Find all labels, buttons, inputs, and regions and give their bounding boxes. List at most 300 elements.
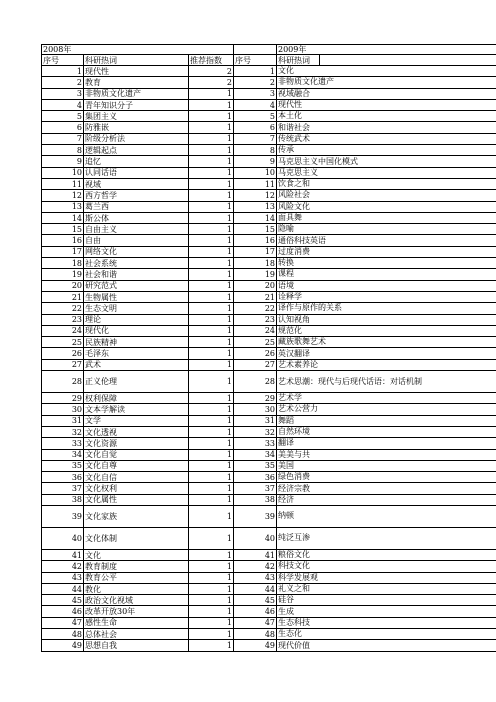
left-score: 1 bbox=[189, 190, 234, 201]
table-row bbox=[42, 111, 496, 122]
right-term: 传统武术 bbox=[277, 133, 496, 144]
left-index: 44 bbox=[42, 583, 84, 594]
table-row bbox=[42, 426, 496, 437]
left-score: 1 bbox=[189, 348, 234, 359]
left-score: 1 bbox=[189, 449, 234, 460]
right-term: 规范化 bbox=[277, 325, 496, 336]
left-index: 13 bbox=[42, 201, 84, 212]
left-score: 1 bbox=[189, 371, 234, 393]
left-score: 1 bbox=[189, 111, 234, 122]
left-index: 6 bbox=[42, 122, 84, 133]
table-row bbox=[42, 178, 496, 189]
left-score: 1 bbox=[189, 438, 234, 449]
left-term: 追忆 bbox=[84, 156, 189, 167]
left-score: 1 bbox=[189, 359, 234, 370]
left-score: 1 bbox=[189, 549, 234, 560]
right-term: 艺术学 bbox=[277, 393, 496, 404]
left-term: 集团主义 bbox=[84, 111, 189, 122]
table-row bbox=[42, 483, 496, 494]
right-index: 22 bbox=[234, 303, 277, 314]
right-index: 31 bbox=[234, 415, 277, 426]
table-row bbox=[42, 494, 496, 505]
left-index: 14 bbox=[42, 212, 84, 223]
left-index: 49 bbox=[42, 640, 84, 651]
left-term: 文化自觉 bbox=[84, 449, 189, 460]
left-index: 25 bbox=[42, 337, 84, 348]
left-score: 1 bbox=[189, 122, 234, 133]
right-index: 30 bbox=[234, 404, 277, 415]
right-index: 17 bbox=[234, 246, 277, 257]
left-term: 毛泽东 bbox=[84, 348, 189, 359]
left-term: 文化家族 bbox=[84, 505, 189, 527]
right-term: 过度消费 bbox=[277, 246, 496, 257]
left-index: 35 bbox=[42, 460, 84, 471]
right-term: 风险文化 bbox=[277, 201, 496, 212]
right-index: 33 bbox=[234, 438, 277, 449]
right-term: 纳顿 bbox=[277, 505, 496, 527]
right-term: 非物质文化遗产 bbox=[277, 77, 496, 88]
right-header-term: 科研热词 bbox=[277, 55, 320, 66]
left-score: 1 bbox=[189, 393, 234, 404]
right-index: 38 bbox=[234, 494, 277, 505]
left-term: 社会和谐 bbox=[84, 269, 189, 280]
right-index: 19 bbox=[234, 269, 277, 280]
right-term: 现代性 bbox=[277, 99, 496, 110]
left-index: 30 bbox=[42, 404, 84, 415]
left-term: 改革开放30年 bbox=[84, 606, 189, 617]
left-term: 研究范式 bbox=[84, 280, 189, 291]
left-score: 1 bbox=[189, 178, 234, 189]
table-row bbox=[42, 583, 496, 594]
right-index: 18 bbox=[234, 258, 277, 269]
right-term: 文化 bbox=[277, 66, 496, 77]
table-row bbox=[42, 505, 496, 527]
left-term: 阶级分析法 bbox=[84, 133, 189, 144]
left-score: 1 bbox=[189, 291, 234, 302]
right-header-index: 序号 bbox=[234, 55, 277, 66]
right-index: 37 bbox=[234, 483, 277, 494]
right-term: 翻译 bbox=[277, 438, 496, 449]
left-term: 思想自我 bbox=[84, 640, 189, 651]
left-score: 1 bbox=[189, 494, 234, 505]
left-term: 教化 bbox=[84, 583, 189, 594]
left-term: 文学 bbox=[84, 415, 189, 426]
table-row bbox=[42, 606, 496, 617]
left-term: 生态文明 bbox=[84, 303, 189, 314]
year-row bbox=[42, 45, 496, 55]
right-term: 马克思主义 bbox=[277, 167, 496, 178]
table-row bbox=[42, 572, 496, 583]
right-term: 纯泛互渗 bbox=[277, 527, 496, 549]
left-term: 文化透视 bbox=[84, 426, 189, 437]
table-row bbox=[42, 258, 496, 269]
table-row bbox=[42, 359, 496, 370]
right-index: 23 bbox=[234, 314, 277, 325]
right-index: 28 bbox=[234, 371, 277, 393]
table-row bbox=[42, 99, 496, 110]
right-term: 艺术思潮：现代与后现代话语：对话机制 bbox=[277, 371, 496, 393]
left-score: 1 bbox=[189, 415, 234, 426]
left-term: 视域 bbox=[84, 178, 189, 189]
table-row bbox=[42, 122, 496, 133]
left-score: 1 bbox=[189, 325, 234, 336]
left-term: 感性生命 bbox=[84, 617, 189, 628]
left-term: 文化自信 bbox=[84, 472, 189, 483]
right-term: 生态化 bbox=[277, 629, 496, 640]
right-term: 英汉翻译 bbox=[277, 348, 496, 359]
right-term: 藏族歌舞艺术 bbox=[277, 337, 496, 348]
table-row bbox=[42, 201, 496, 212]
year-2008: 2008年 bbox=[42, 45, 234, 55]
right-index: 25 bbox=[234, 337, 277, 348]
left-index: 23 bbox=[42, 314, 84, 325]
left-index: 26 bbox=[42, 348, 84, 359]
left-score: 1 bbox=[189, 133, 234, 144]
right-term: 经济 bbox=[277, 494, 496, 505]
left-index: 40 bbox=[42, 527, 84, 549]
left-term: 自由 bbox=[84, 235, 189, 246]
table-row bbox=[42, 280, 496, 291]
left-score: 1 bbox=[189, 88, 234, 99]
left-index: 5 bbox=[42, 111, 84, 122]
table-row bbox=[42, 66, 496, 77]
left-term: 文化 bbox=[84, 549, 189, 560]
left-header-score: 推荐指数 bbox=[189, 55, 234, 66]
right-index: 48 bbox=[234, 629, 277, 640]
table-row bbox=[42, 88, 496, 99]
left-term: 逻辑起点 bbox=[84, 145, 189, 156]
right-index: 11 bbox=[234, 178, 277, 189]
left-index: 9 bbox=[42, 156, 84, 167]
table-row bbox=[42, 371, 496, 393]
table-row bbox=[42, 438, 496, 449]
left-term: 认同话语 bbox=[84, 167, 189, 178]
right-term: 译作与原作的关系 bbox=[277, 303, 496, 314]
right-index: 21 bbox=[234, 291, 277, 302]
left-term: 网络文化 bbox=[84, 246, 189, 257]
left-score: 1 bbox=[189, 246, 234, 257]
left-score: 1 bbox=[189, 224, 234, 235]
table-row bbox=[42, 314, 496, 325]
right-index: 7 bbox=[234, 133, 277, 144]
table-row bbox=[42, 527, 496, 549]
left-index: 32 bbox=[42, 426, 84, 437]
left-score: 1 bbox=[189, 617, 234, 628]
left-score: 1 bbox=[189, 629, 234, 640]
table-row bbox=[42, 190, 496, 201]
right-index: 45 bbox=[234, 595, 277, 606]
right-index: 34 bbox=[234, 449, 277, 460]
right-index: 27 bbox=[234, 359, 277, 370]
left-score: 1 bbox=[189, 640, 234, 651]
right-index: 1 bbox=[234, 66, 277, 77]
left-term: 正义伦理 bbox=[84, 371, 189, 393]
left-term: 文化自尊 bbox=[84, 460, 189, 471]
left-score: 1 bbox=[189, 314, 234, 325]
right-index: 35 bbox=[234, 460, 277, 471]
right-header-spacer bbox=[320, 55, 496, 66]
right-index: 43 bbox=[234, 572, 277, 583]
table-row bbox=[42, 133, 496, 144]
left-index: 10 bbox=[42, 167, 84, 178]
left-score: 1 bbox=[189, 505, 234, 527]
right-index: 12 bbox=[234, 190, 277, 201]
left-index: 22 bbox=[42, 303, 84, 314]
table-row bbox=[42, 640, 496, 651]
right-term: 美国 bbox=[277, 460, 496, 471]
right-term: 经济宗教 bbox=[277, 483, 496, 494]
right-term: 生态科技 bbox=[277, 617, 496, 628]
table-row bbox=[42, 595, 496, 606]
left-index: 12 bbox=[42, 190, 84, 201]
right-index: 46 bbox=[234, 606, 277, 617]
right-term: 通俗科技英语 bbox=[277, 235, 496, 246]
right-index: 15 bbox=[234, 224, 277, 235]
left-index: 34 bbox=[42, 449, 84, 460]
left-index: 27 bbox=[42, 359, 84, 370]
left-term: 社会系统 bbox=[84, 258, 189, 269]
table-row bbox=[42, 348, 496, 359]
left-term: 青年知识分子 bbox=[84, 99, 189, 110]
table-row bbox=[42, 337, 496, 348]
left-score: 1 bbox=[189, 527, 234, 549]
left-score: 1 bbox=[189, 212, 234, 223]
right-term: 风险社会 bbox=[277, 190, 496, 201]
right-term: 认知视角 bbox=[277, 314, 496, 325]
table-row bbox=[42, 415, 496, 426]
left-index: 46 bbox=[42, 606, 84, 617]
left-term: 防雅嵌 bbox=[84, 122, 189, 133]
left-score: 2 bbox=[189, 66, 234, 77]
right-index: 44 bbox=[234, 583, 277, 594]
left-term: 教育公平 bbox=[84, 572, 189, 583]
left-score: 1 bbox=[189, 561, 234, 572]
left-index: 45 bbox=[42, 595, 84, 606]
right-term: 美美与共 bbox=[277, 449, 496, 460]
right-index: 20 bbox=[234, 280, 277, 291]
left-term: 非物质文化遗产 bbox=[84, 88, 189, 99]
left-score: 1 bbox=[189, 404, 234, 415]
left-term: 文化权利 bbox=[84, 483, 189, 494]
left-term: 葛兰西 bbox=[84, 201, 189, 212]
left-term: 文化属性 bbox=[84, 494, 189, 505]
right-index: 6 bbox=[234, 122, 277, 133]
right-term: 自然环境 bbox=[277, 426, 496, 437]
left-score: 1 bbox=[189, 156, 234, 167]
table-row bbox=[42, 246, 496, 257]
left-score: 1 bbox=[189, 583, 234, 594]
left-index: 7 bbox=[42, 133, 84, 144]
right-term: 本土化 bbox=[277, 111, 496, 122]
table-row bbox=[42, 212, 496, 223]
left-index: 37 bbox=[42, 483, 84, 494]
right-term: 粮俗文化 bbox=[277, 549, 496, 560]
gap-cell bbox=[234, 45, 277, 55]
table-row bbox=[42, 325, 496, 336]
left-index: 19 bbox=[42, 269, 84, 280]
table-row bbox=[42, 629, 496, 640]
left-index: 17 bbox=[42, 246, 84, 257]
left-term: 文本学解读 bbox=[84, 404, 189, 415]
right-term: 和谐社会 bbox=[277, 122, 496, 133]
table-row bbox=[42, 561, 496, 572]
left-score: 1 bbox=[189, 145, 234, 156]
table-row bbox=[42, 472, 496, 483]
right-term: 隐喻 bbox=[277, 224, 496, 235]
right-term: 面具舞 bbox=[277, 212, 496, 223]
left-score: 1 bbox=[189, 460, 234, 471]
right-index: 49 bbox=[234, 640, 277, 651]
left-score: 1 bbox=[189, 472, 234, 483]
table-row bbox=[42, 77, 496, 88]
left-index: 33 bbox=[42, 438, 84, 449]
right-index: 9 bbox=[234, 156, 277, 167]
left-term: 政治文化视域 bbox=[84, 595, 189, 606]
left-term: 权利保障 bbox=[84, 393, 189, 404]
left-score: 1 bbox=[189, 595, 234, 606]
left-index: 21 bbox=[42, 291, 84, 302]
right-term: 科学发展观 bbox=[277, 572, 496, 583]
right-index: 47 bbox=[234, 617, 277, 628]
right-term: 艺术公营力 bbox=[277, 404, 496, 415]
right-index: 39 bbox=[234, 505, 277, 527]
right-index: 32 bbox=[234, 426, 277, 437]
left-score: 1 bbox=[189, 99, 234, 110]
left-index: 36 bbox=[42, 472, 84, 483]
left-index: 42 bbox=[42, 561, 84, 572]
left-header-index: 序号 bbox=[42, 55, 84, 66]
left-index: 16 bbox=[42, 235, 84, 246]
left-header-term: 科研热词 bbox=[84, 55, 189, 66]
left-index: 41 bbox=[42, 549, 84, 560]
left-index: 28 bbox=[42, 371, 84, 393]
left-term: 教育 bbox=[84, 77, 189, 88]
left-index: 4 bbox=[42, 99, 84, 110]
left-index: 3 bbox=[42, 88, 84, 99]
header-row bbox=[42, 55, 496, 66]
left-index: 8 bbox=[42, 145, 84, 156]
right-term: 舞蹈 bbox=[277, 415, 496, 426]
right-term: 现代价值 bbox=[277, 640, 496, 651]
right-index: 5 bbox=[234, 111, 277, 122]
right-term: 艺术素养论 bbox=[277, 359, 496, 370]
right-index: 41 bbox=[234, 549, 277, 560]
right-index: 3 bbox=[234, 88, 277, 99]
left-score: 1 bbox=[189, 572, 234, 583]
right-index: 40 bbox=[234, 527, 277, 549]
right-term: 马克思主义中国化模式 bbox=[277, 156, 496, 167]
left-score: 1 bbox=[189, 303, 234, 314]
right-term: 传承 bbox=[277, 145, 496, 156]
table-row bbox=[42, 235, 496, 246]
left-term: 自由主义 bbox=[84, 224, 189, 235]
right-index: 2 bbox=[234, 77, 277, 88]
left-index: 24 bbox=[42, 325, 84, 336]
left-index: 47 bbox=[42, 617, 84, 628]
left-term: 现代化 bbox=[84, 325, 189, 336]
left-term: 斯公体 bbox=[84, 212, 189, 223]
right-term: 科技文化 bbox=[277, 561, 496, 572]
left-term: 教育制度 bbox=[84, 561, 189, 572]
left-index: 43 bbox=[42, 572, 84, 583]
table-row bbox=[42, 449, 496, 460]
left-score: 1 bbox=[189, 280, 234, 291]
right-term: 转换 bbox=[277, 258, 496, 269]
right-term: 视域融合 bbox=[277, 88, 496, 99]
left-index: 48 bbox=[42, 629, 84, 640]
right-index: 36 bbox=[234, 472, 277, 483]
table-row bbox=[42, 460, 496, 471]
left-score: 1 bbox=[189, 337, 234, 348]
left-term: 文化体制 bbox=[84, 527, 189, 549]
left-score: 1 bbox=[189, 201, 234, 212]
table-row bbox=[42, 617, 496, 628]
year-2009: 2009年 bbox=[277, 45, 496, 55]
left-index: 18 bbox=[42, 258, 84, 269]
left-score: 1 bbox=[189, 426, 234, 437]
left-index: 2 bbox=[42, 77, 84, 88]
left-term: 现代性 bbox=[84, 66, 189, 77]
table-row bbox=[42, 303, 496, 314]
table-row bbox=[42, 167, 496, 178]
left-term: 生物属性 bbox=[84, 291, 189, 302]
left-index: 1 bbox=[42, 66, 84, 77]
right-term: 绿色消费 bbox=[277, 472, 496, 483]
left-score: 1 bbox=[189, 483, 234, 494]
left-index: 38 bbox=[42, 494, 84, 505]
left-score: 2 bbox=[189, 77, 234, 88]
table-row bbox=[42, 393, 496, 404]
right-index: 42 bbox=[234, 561, 277, 572]
left-index: 31 bbox=[42, 415, 84, 426]
table-row bbox=[42, 224, 496, 235]
table-row bbox=[42, 549, 496, 560]
left-index: 15 bbox=[42, 224, 84, 235]
left-score: 1 bbox=[189, 606, 234, 617]
left-term: 文化资源 bbox=[84, 438, 189, 449]
left-index: 20 bbox=[42, 280, 84, 291]
right-term: 语境 bbox=[277, 280, 496, 291]
left-term: 武术 bbox=[84, 359, 189, 370]
right-index: 8 bbox=[234, 145, 277, 156]
right-index: 29 bbox=[234, 393, 277, 404]
left-score: 1 bbox=[189, 258, 234, 269]
table-row bbox=[42, 269, 496, 280]
left-index: 39 bbox=[42, 505, 84, 527]
left-score: 1 bbox=[189, 269, 234, 280]
right-term: 硅谷 bbox=[277, 595, 496, 606]
left-term: 总体社会 bbox=[84, 629, 189, 640]
right-index: 16 bbox=[234, 235, 277, 246]
table-row bbox=[42, 156, 496, 167]
right-index: 4 bbox=[234, 99, 277, 110]
right-term: 饮食之和 bbox=[277, 178, 496, 189]
table-row bbox=[42, 145, 496, 156]
left-score: 1 bbox=[189, 235, 234, 246]
left-score: 1 bbox=[189, 167, 234, 178]
hot-words-table bbox=[41, 44, 496, 652]
right-index: 24 bbox=[234, 325, 277, 336]
right-index: 14 bbox=[234, 212, 277, 223]
right-term: 课程 bbox=[277, 269, 496, 280]
left-term: 西方哲学 bbox=[84, 190, 189, 201]
right-term: 礼义之和 bbox=[277, 583, 496, 594]
left-index: 11 bbox=[42, 178, 84, 189]
right-index: 13 bbox=[234, 201, 277, 212]
table-row bbox=[42, 404, 496, 415]
table-row bbox=[42, 291, 496, 302]
left-term: 民族精神 bbox=[84, 337, 189, 348]
